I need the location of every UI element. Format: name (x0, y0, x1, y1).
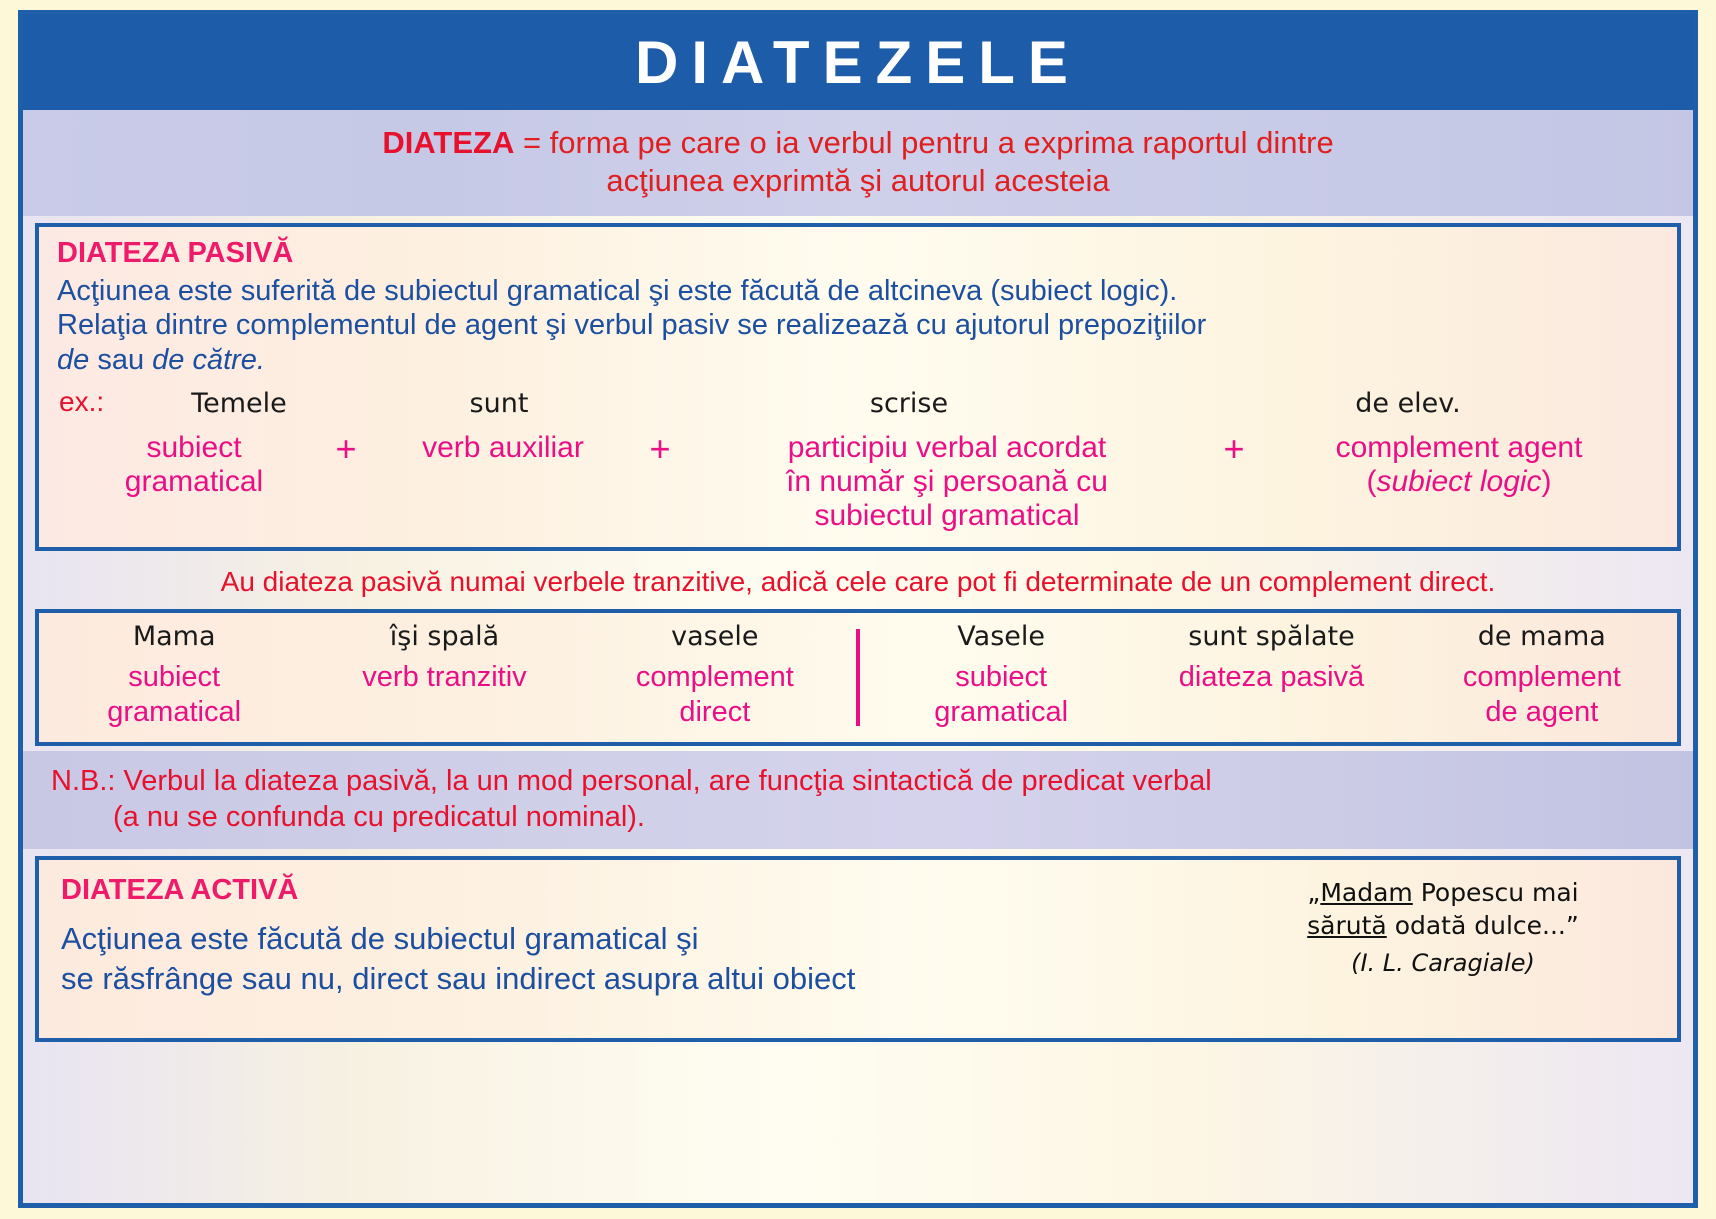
nb-band (23, 751, 1693, 850)
table-role-line-2: de agent (1485, 695, 1599, 728)
table-role-line-1: complement (1462, 661, 1621, 694)
table-role-line-1: diateza pasivă (1178, 661, 1365, 694)
definition-line-1-rest: = forma pe care o ia verbul pentru a exprima raportul dintre (514, 125, 1334, 160)
active-description (39, 913, 1211, 1000)
passive-description (39, 274, 1677, 378)
definition-line-2: acţiunea exprimtă şi autorul acesteia (606, 162, 1110, 198)
table-word: de mama (1477, 621, 1606, 653)
example-term-1 (69, 431, 319, 499)
definition-band (23, 110, 1693, 216)
example-term-1-line-1: subiect (146, 431, 242, 465)
table-cell-left-3 (580, 621, 850, 730)
example-word-2: sunt (469, 388, 529, 420)
example-label: ex.: (59, 386, 105, 418)
literary-quote (1233, 876, 1653, 980)
example-term-3-line-1: participiu verbal acordat (787, 431, 1107, 465)
table-divider (856, 629, 860, 726)
table-word: sunt spălate (1188, 621, 1355, 653)
quote-line-2-rest: odată dulce...” (1386, 911, 1579, 941)
plus-sign-1: + (335, 428, 357, 470)
example-terms-row (39, 419, 1677, 533)
table-role-line-1: subiect (128, 661, 221, 694)
example-word-4: de elev. (1355, 388, 1461, 420)
example-words-row (39, 384, 1677, 419)
table-cell-left-1 (39, 621, 309, 730)
active-desc-line-2: se răsfrânge sau nu, direct sau indirect asupra altui obiect (61, 961, 856, 997)
table-word: Mama (132, 621, 216, 653)
example-term-2 (373, 431, 633, 465)
example-term-4-line-2 (1261, 465, 1657, 499)
paren-close: ) (1541, 465, 1552, 499)
quote-underlined-1: Madam (1320, 878, 1413, 908)
poster-title-bar (23, 15, 1693, 110)
definition-line-1 (43, 124, 1673, 162)
nb-line-2: (a nu se confunda cu predicatul nominal). (113, 800, 645, 833)
example-term-3 (687, 431, 1207, 533)
table-cell-right-1 (866, 621, 1136, 730)
prep-de-catre: de către. (152, 344, 265, 377)
passive-desc-line-3 (57, 343, 1659, 378)
analysis-right-half (866, 621, 1677, 730)
nb-line-1: N.B.: Verbul la diateza pasivă, la un mod personal, are funcţia sintactică de predicat verbal (51, 764, 1212, 797)
subiect-logic-label: subiect logic (1376, 465, 1542, 499)
example-word-1: Temele (191, 388, 287, 420)
prep-de: de (57, 344, 90, 377)
table-word: îşi spală (389, 621, 500, 653)
active-heading: DIATEZA ACTIVĂ (61, 874, 299, 907)
table-word: Vasele (957, 621, 1046, 653)
note-transitive: Au diateza pasivă numai verbele tranzitive, adică cele care pot fi determinate de un complement direct. (220, 566, 1496, 598)
paren-open: ( (1366, 465, 1377, 499)
example-term-1-line-2: gramatical (124, 465, 264, 499)
table-role-line-1: complement (635, 661, 794, 694)
example-term-3-line-3: subiectul gramatical (814, 499, 1080, 533)
page-title: DIATEZELE (635, 29, 1081, 96)
example-term-4-line-1: complement agent (1335, 431, 1583, 465)
table-role-line-1: subiect (955, 661, 1048, 694)
plus-sign-3: + (1223, 428, 1245, 470)
quote-line-2 (1233, 909, 1653, 942)
analysis-table (35, 609, 1681, 746)
table-cell-right-3 (1407, 621, 1677, 730)
quote-open-mark: „ (1307, 878, 1321, 908)
quote-underlined-2: sărută (1307, 911, 1387, 941)
example-term-4 (1261, 431, 1657, 499)
quote-line-1-rest: Popescu mai (1412, 878, 1579, 908)
table-role-line-1: verb tranzitiv (362, 661, 527, 694)
example-term-2-line-1: verb auxiliar (422, 431, 584, 465)
quote-source: (I. L. Caragiale) (1351, 949, 1535, 978)
table-role-line-2: gramatical (107, 695, 242, 728)
passive-voice-panel (35, 223, 1681, 551)
quote-line-1 (1233, 876, 1653, 909)
table-role-line-2: direct (679, 695, 751, 728)
table-cell-right-2 (1136, 621, 1406, 730)
example-word-3: scrise (869, 388, 949, 420)
analysis-table-rows (39, 621, 1677, 730)
prep-conj: sau (89, 344, 153, 377)
active-desc-line-1: Acţiunea este făcută de subiectul gramatical şi (61, 921, 699, 957)
passive-desc-line-2: Relaţia dintre complementul de agent şi verbul pasiv se realizează cu ajutorul prepoziţiilor (57, 309, 1207, 342)
analysis-left-half (39, 621, 850, 730)
passive-desc-line-1: Acţiunea este suferită de subiectul gramatical şi este făcută de altcineva (subiect logic). (57, 274, 1178, 307)
table-cell-left-2 (309, 621, 579, 730)
passive-example (39, 378, 1677, 547)
poster-root (18, 10, 1698, 1208)
example-term-3-line-2: în număr şi persoană cu (786, 465, 1108, 499)
definition-keyword: DIATEZA (382, 125, 515, 160)
plus-sign-2: + (649, 428, 671, 470)
table-word: vasele (671, 621, 759, 653)
table-role-line-2: gramatical (934, 695, 1069, 728)
passive-heading: DIATEZA PASIVĂ (57, 236, 294, 269)
active-voice-panel (35, 856, 1681, 1042)
